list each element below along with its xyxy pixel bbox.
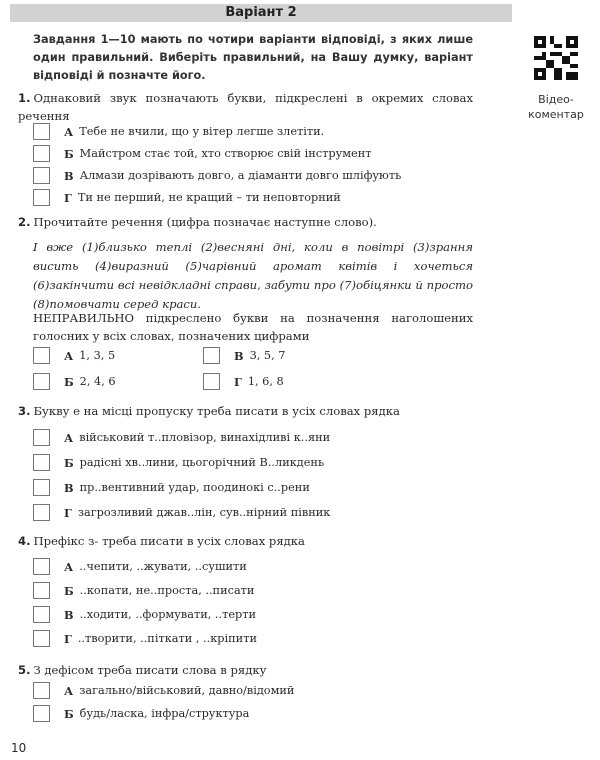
question-5: 5. З дефісом треба писати слова в рядку [18, 663, 267, 677]
option-5a[interactable]: А загально/військовий, давно/відомий [33, 682, 294, 699]
option-1d[interactable]: Г Ти не перший, не кращий – ти неповторний [33, 189, 341, 206]
question-3: 3. Букву е на місці пропуску треба писати в усіх словах рядка [18, 404, 400, 418]
checkbox[interactable] [33, 630, 50, 647]
variant-title: Варіант 2 [10, 4, 512, 22]
option-2d[interactable]: Г 1, 6, 8 [203, 373, 284, 390]
option-1b[interactable]: Б Майстром стає той, хто створює свій інструмент [33, 145, 371, 162]
checkbox[interactable] [33, 373, 50, 390]
option-2b[interactable]: Б 2, 4, 6 [33, 373, 116, 390]
question-2-prompt: НЕПРАВИЛЬНО підкреслено букви на позначення наголошених голосних у всіх словах, позначених цифрами [33, 311, 473, 343]
checkbox[interactable] [33, 347, 50, 364]
option-2c[interactable]: В 3, 5, 7 [203, 347, 286, 364]
question-2: 2. Прочитайте речення (цифра позначає наступне слово). [18, 215, 377, 229]
checkbox[interactable] [203, 347, 220, 364]
checkbox[interactable] [33, 582, 50, 599]
checkbox[interactable] [33, 167, 50, 184]
checkbox[interactable] [33, 606, 50, 623]
checkbox[interactable] [33, 705, 50, 722]
option-3c[interactable]: В пр..вентивний удар, поодинокі с..рени [33, 479, 310, 496]
option-1c[interactable]: В Алмази дозрівають довго, а діаманти довго шліфують [33, 167, 401, 184]
option-2a[interactable]: А 1, 3, 5 [33, 347, 115, 364]
option-4b[interactable]: Б ..копати, не..проста, ..писати [33, 582, 254, 599]
question-2-passage: І вже (1)близько теплі (2)весняні дні, коли в повітрі (3)зрання висить (4)виразний (5)чарівний аромат квітів і хочеться (6)закінчити всі невідкладні справи, забути про (7)обіцянки й просто (8)помовчати серед краси. [33, 240, 473, 311]
option-4d[interactable]: Г ..творити, ..піткати , ..кріпити [33, 630, 257, 647]
option-5b[interactable]: Б будь/ласка, інфра/структура [33, 705, 249, 722]
question-4: 4. Префікс з- треба писати в усіх словах рядка [18, 534, 305, 548]
checkbox[interactable] [33, 429, 50, 446]
option-3b[interactable]: Б радісні хв..лини, цьогорічний В..ликдень [33, 454, 324, 471]
page-number: 10 [11, 741, 27, 755]
checkbox[interactable] [33, 479, 50, 496]
checkbox[interactable] [33, 454, 50, 471]
instructions: Завдання 1—10 мають по чотири варіанти відповіді, з яких лише один правильний. Виберіть правильний, на Вашу думку, варіант відповіді й позначте його. [33, 33, 473, 82]
option-3a[interactable]: А військовий т..пловізор, винахідливі к..яни [33, 429, 330, 446]
option-3d[interactable]: Г загрозливий джав..лін, сув..нірний півник [33, 504, 330, 521]
checkbox[interactable] [33, 123, 50, 140]
video-comment-label[interactable]: Відео-коментар [528, 93, 584, 121]
qr-code-icon[interactable] [534, 36, 578, 80]
checkbox[interactable] [33, 145, 50, 162]
question-1: 1. Однаковий звук позначають букви, підкреслені в окремих словах речення [18, 91, 473, 123]
option-1a[interactable]: А Тебе не вчили, що у вітер легше злетіти. [33, 123, 324, 140]
checkbox[interactable] [33, 682, 50, 699]
option-4c[interactable]: В ..ходити, ..формувати, ..терти [33, 606, 256, 623]
checkbox[interactable] [203, 373, 220, 390]
checkbox[interactable] [33, 504, 50, 521]
checkbox[interactable] [33, 558, 50, 575]
option-4a[interactable]: А ..чепити, ..жувати, ..сушити [33, 558, 247, 575]
checkbox[interactable] [33, 189, 50, 206]
